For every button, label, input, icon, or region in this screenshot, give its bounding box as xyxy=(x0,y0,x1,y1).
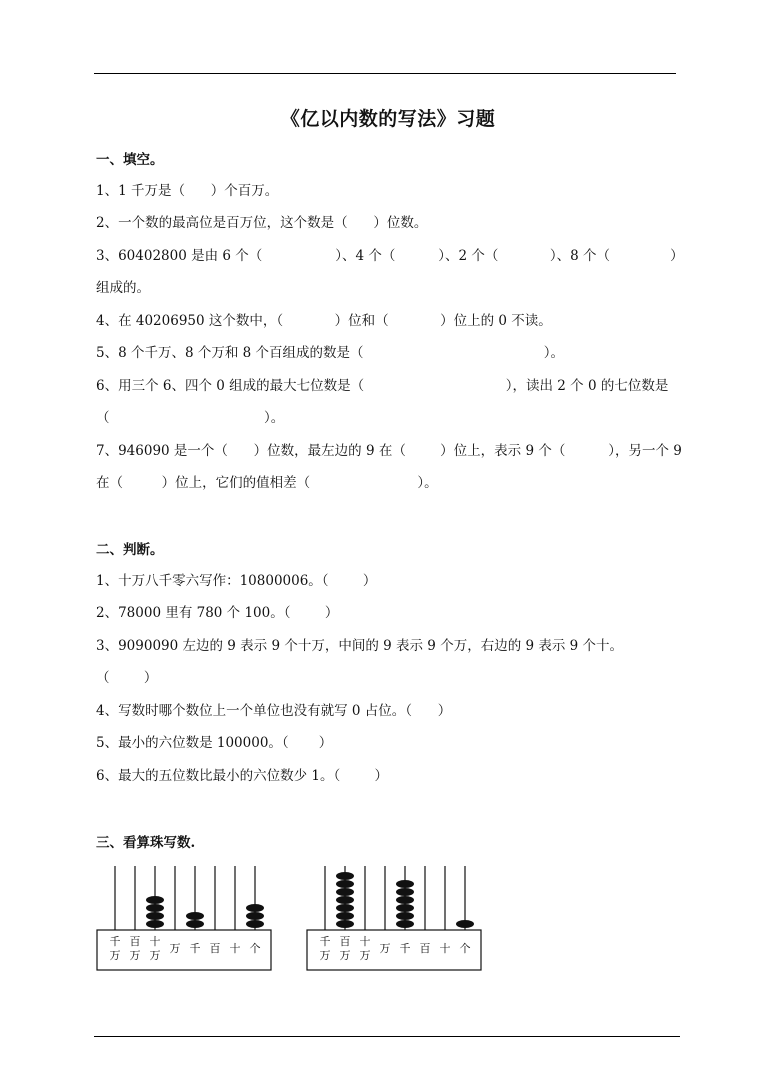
judge-q4: 4、写数时哪个数位上一个单位也没有就写 0 占位。（ ） xyxy=(96,703,452,719)
abacus-bead xyxy=(396,920,414,928)
judge-q2: 2、78000 里有 780 个 100。（ ） xyxy=(96,605,339,621)
abacus-place-label: 万 xyxy=(149,949,161,962)
abacus-frame xyxy=(307,930,481,970)
top-rule xyxy=(94,73,676,74)
judge-q6: 6、最大的五位数比最小的六位数少 1。（ ） xyxy=(96,768,389,784)
abacus-bead xyxy=(146,912,164,920)
abacus-place-label: 百 xyxy=(339,935,351,948)
abacus-bead xyxy=(396,912,414,920)
fill-blank-q7: 7、946090 是一个（ ）位数，最左边的 9 在（ ）位上，表示 9 个（ ），另一个 9 xyxy=(96,443,682,459)
bottom-rule xyxy=(94,1036,680,1037)
abacus-place-label: 百 xyxy=(209,942,221,955)
fill-blank-q4: 4、在 40206950 这个数中，（ ）位和（ ）位上的 0 不读。 xyxy=(96,313,552,329)
abacus-place-label: 十 xyxy=(439,942,451,955)
abacus-place-label: 百 xyxy=(129,935,141,948)
abacus-bead xyxy=(336,872,354,880)
abacus-place-label: 个 xyxy=(459,942,471,955)
abacus-place-label: 千 xyxy=(399,942,411,955)
fill-blank-q3: 3、60402800 是由 6 个（ ）、4 个（ ）、2 个（ ）、8 个（ ） xyxy=(96,248,684,264)
section-2-heading: 二、判断。 xyxy=(96,542,164,558)
fill-blank-q7-cont: 在（ ）位上，它们的值相差（ ）。 xyxy=(96,475,438,491)
fill-blank-q6: 6、用三个 6、四个 0 组成的最大七位数是（ ），读出 2 个 0 的七位数是 xyxy=(96,378,669,394)
abacus-bead xyxy=(336,920,354,928)
abacus-bead xyxy=(146,896,164,904)
abacus-place-label: 十 xyxy=(229,942,241,955)
abacus-place-label: 十 xyxy=(359,935,371,948)
abacus-place-label: 万 xyxy=(379,942,391,955)
abacus-place-label: 十 xyxy=(149,935,161,948)
abacus-bead xyxy=(246,904,264,912)
judge-q3: 3、9090090 左边的 9 表示 9 个十万，中间的 9 表示 9 个万，右边的 9 表示 9 个十。 xyxy=(96,638,624,654)
abacus-bead xyxy=(246,920,264,928)
section-1-heading: 一、填空。 xyxy=(96,152,164,168)
abacus-place-label: 千 xyxy=(319,935,331,948)
abacus-bead xyxy=(396,888,414,896)
abacus-1-figure xyxy=(96,860,272,976)
abacus-bead xyxy=(396,880,414,888)
abacus-bead xyxy=(246,912,264,920)
worksheet-title: 《亿以内数的写法》习题 xyxy=(280,108,496,130)
abacus-bead xyxy=(336,880,354,888)
abacus-bead xyxy=(186,912,204,920)
abacus-place-label: 万 xyxy=(129,949,141,962)
abacus-place-label: 万 xyxy=(359,949,371,962)
fill-blank-q5: 5、8 个千万、8 个万和 8 个百组成的数是（ ）。 xyxy=(96,345,565,361)
abacus-place-label: 万 xyxy=(169,942,181,955)
abacus-2-figure xyxy=(306,860,482,976)
fill-blank-q6-cont: （ ）。 xyxy=(96,410,285,426)
fill-blank-q1: 1、1 千万是（ ）个百万。 xyxy=(96,183,279,199)
abacus-bead xyxy=(336,904,354,912)
abacus-bead xyxy=(186,920,204,928)
abacus-1 xyxy=(96,860,272,976)
fill-blank-q3-cont: 组成的。 xyxy=(96,280,150,296)
abacus-place-label: 万 xyxy=(319,949,331,962)
abacus-place-label: 百 xyxy=(419,942,431,955)
abacus-bead xyxy=(396,896,414,904)
abacus-place-label: 万 xyxy=(339,949,351,962)
judge-q5: 5、最小的六位数是 100000。（ ） xyxy=(96,735,333,751)
abacus-bead xyxy=(336,912,354,920)
fill-blank-q2: 2、一个数的最高位是百万位，这个数是（ ）位数。 xyxy=(96,215,428,231)
abacus-bead xyxy=(146,904,164,912)
abacus-place-label: 千 xyxy=(109,935,121,948)
abacus-bead xyxy=(336,888,354,896)
abacus-bead xyxy=(146,920,164,928)
judge-q3-cont: （ ） xyxy=(96,670,158,686)
abacus-2 xyxy=(306,860,482,976)
abacus-bead xyxy=(336,896,354,904)
abacus-bead xyxy=(456,920,474,928)
abacus-place-label: 千 xyxy=(189,942,201,955)
abacus-place-label: 个 xyxy=(249,942,261,955)
abacus-frame xyxy=(97,930,271,970)
judge-q1: 1、十万八千零六写作：10800006。（ ） xyxy=(96,573,377,589)
abacus-place-label: 万 xyxy=(109,949,121,962)
abacus-bead xyxy=(396,904,414,912)
section-3-heading: 三、看算珠写数. xyxy=(96,835,196,851)
